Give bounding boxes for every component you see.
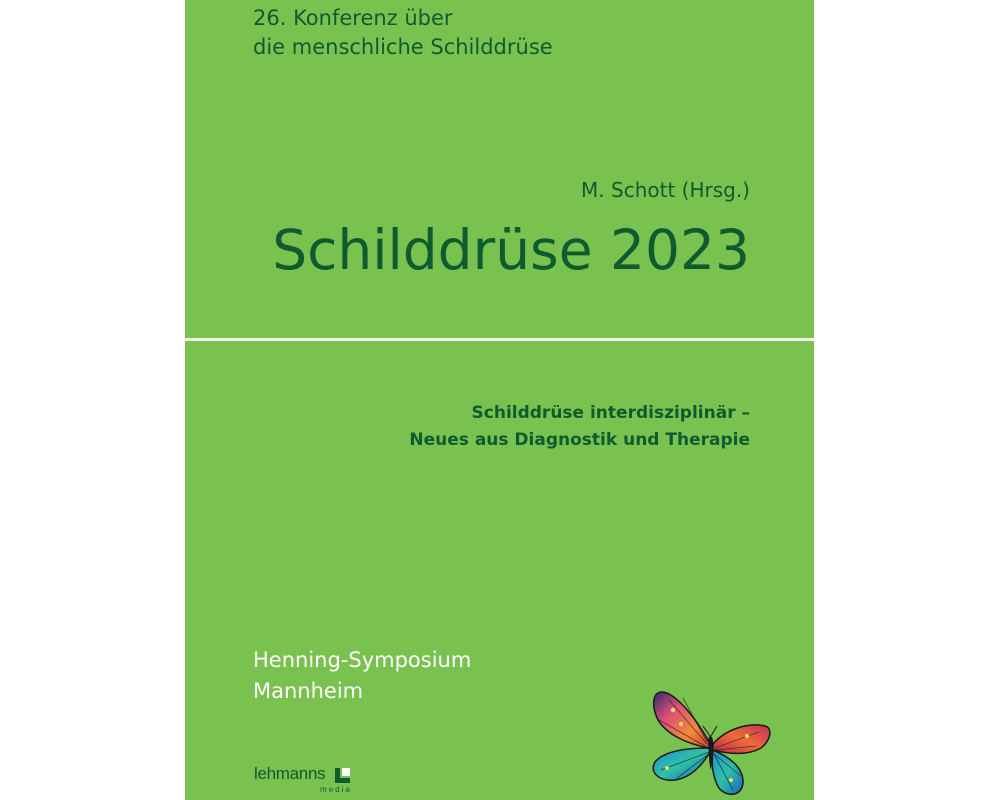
publisher-name: lehmanns xyxy=(254,764,326,783)
book-title: Schilddrüse 2023 xyxy=(272,218,750,282)
symposium-label xyxy=(253,645,471,707)
symposium-line-1: Henning-Symposium xyxy=(253,648,472,672)
symposium-line-2: Mannheim xyxy=(253,679,364,703)
publisher-sub: media xyxy=(320,785,352,794)
book-cover xyxy=(185,0,814,800)
conference-line-1: 26. Konferenz über xyxy=(253,6,453,30)
divider-line xyxy=(185,338,814,341)
publisher-logo xyxy=(254,764,364,800)
subtitle-line-2: Neues aus Diagnostik und Therapie xyxy=(409,430,750,450)
book-subtitle xyxy=(409,400,750,454)
subtitle-line-1: Schilddrüse interdisziplinär – xyxy=(471,403,750,423)
butterfly-icon xyxy=(647,690,773,800)
publisher-mark-icon xyxy=(335,768,350,783)
conference-line-2: die menschliche Schilddrüse xyxy=(253,35,553,59)
editor-name: M. Schott (Hrsg.) xyxy=(581,178,750,202)
conference-heading xyxy=(253,4,553,62)
